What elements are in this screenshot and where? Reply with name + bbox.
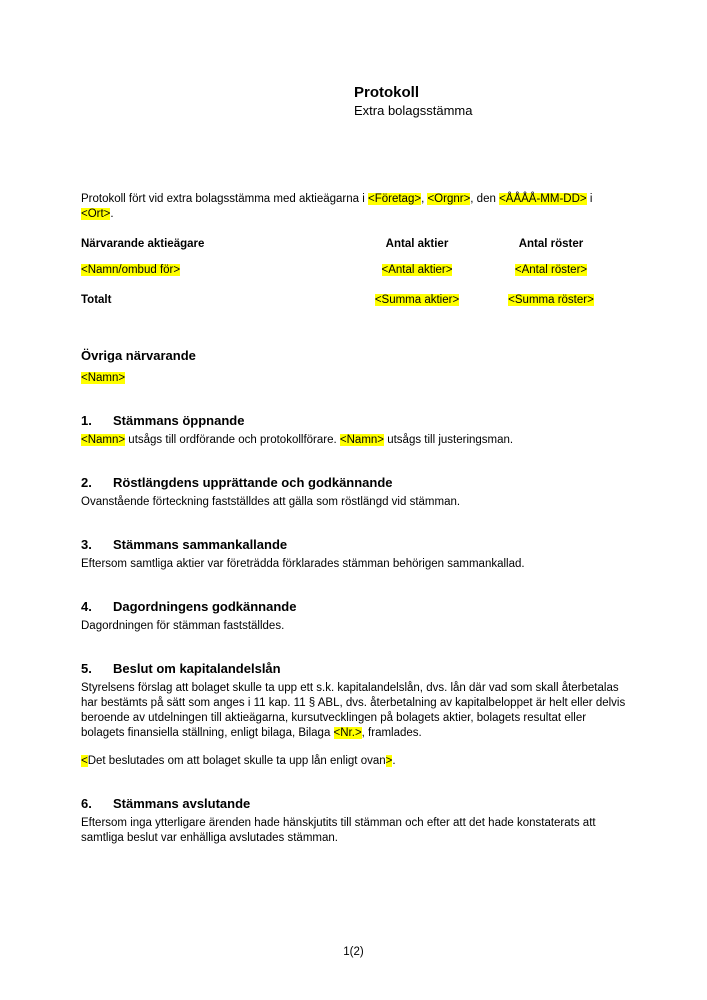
- document-header: [354, 85, 707, 119]
- column-header-shares: Antal aktier: [385, 238, 449, 250]
- section-4-number: 4.: [81, 599, 92, 614]
- section-4-title: Dagordningens godkännande: [113, 599, 297, 614]
- section-other-attendees: [81, 348, 707, 386]
- attendee-name-placeholder: <Namn/ombud för>: [81, 264, 181, 276]
- total-votes-placeholder: <Summa röster>: [508, 294, 594, 306]
- other-attendees-name-placeholder: <Namn>: [81, 372, 126, 384]
- section-2-paragraph: Ovanstående förteckning fastställdes att gälla som röstlängd vid stämman.: [81, 496, 461, 508]
- section-1-number: 1.: [81, 413, 92, 428]
- section-3-paragraph: Eftersom samtliga aktier var företrädda förklarades stämman behörigen sammankallad.: [81, 558, 525, 570]
- page-number: 1(2): [343, 946, 364, 958]
- section-6-heading: [81, 796, 707, 812]
- total-label: Totalt: [81, 294, 112, 306]
- section-6-title: Stämmans avslutande: [113, 796, 251, 811]
- section-3-heading: [81, 537, 707, 553]
- section-5-capital-loan: [81, 661, 707, 769]
- section-1-heading: [81, 413, 707, 429]
- section-4-agenda: [81, 599, 707, 634]
- attendees-table: [81, 237, 707, 307]
- section-5-paragraph-1: Styrelsens förslag att bolaget skulle ta upp ett s.k. kapitalandelslån, dvs. lån där vad som skall återbetalas har bestämts på sätt som anges i 11 kap. 11 § ABL, dvs. återbetalning av kapitalbeloppet är helt eller delvis beroende av utdelningen till aktieägarna, kursutvecklingen på bolagets aktier, bolagets resultat eller bolagets finansiella ställning, enligt bilaga, Bilaga <Nr.>, framlades.: [81, 682, 626, 739]
- section-1-title: Stämmans öppnande: [113, 413, 245, 428]
- section-6-closing: [81, 796, 707, 846]
- section-5-number: 5.: [81, 661, 92, 676]
- section-2-voting-list: [81, 475, 707, 510]
- attendee-shares-placeholder: <Antal aktier>: [381, 264, 453, 276]
- column-header-attendees: Närvarande aktieägare: [81, 238, 205, 250]
- section-6-number: 6.: [81, 796, 92, 811]
- section-3-convening: [81, 537, 707, 572]
- document-subtitle: Extra bolagsstämma: [354, 103, 473, 118]
- section-4-heading: [81, 599, 707, 615]
- attendees-total-row: [81, 293, 707, 307]
- document-title: Protokoll: [354, 84, 420, 101]
- other-attendees-heading: Övriga närvarande: [81, 348, 196, 363]
- section-4-paragraph: Dagordningen för stämman fastställdes.: [81, 620, 285, 632]
- column-header-votes: Antal röster: [518, 238, 584, 250]
- section-2-heading: [81, 475, 707, 491]
- attendees-data-row: [81, 263, 707, 277]
- attendees-header-row: [81, 237, 707, 251]
- section-2-title: Röstlängdens upprättande och godkännande: [113, 475, 393, 490]
- section-1-opening: [81, 413, 707, 448]
- intro-paragraph: Protokoll fört vid extra bolagsstämma med aktieägarna i <Företag>, <Orgnr>, den <ÅÅÅÅ-MM-DD> i <Ort>.: [81, 193, 593, 220]
- section-6-paragraph: Eftersom inga ytterligare ärenden hade hänskjutits till stämman och efter att det hade konstaterats att samtliga beslut var enhälliga avslutades stämman.: [81, 817, 596, 844]
- section-5-title: Beslut om kapitalandelslån: [113, 661, 281, 676]
- section-3-title: Stämmans sammankallande: [113, 537, 288, 552]
- total-shares-placeholder: <Summa aktier>: [374, 294, 460, 306]
- section-5-heading: [81, 661, 707, 677]
- section-3-number: 3.: [81, 537, 92, 552]
- section-5-paragraph-2: <Det beslutades om att bolaget skulle ta upp lån enligt ovan>.: [81, 755, 396, 767]
- section-1-paragraph: <Namn> utsågs till ordförande och protokollförare. <Namn> utsågs till justeringsman.: [81, 434, 514, 446]
- attendee-votes-placeholder: <Antal röster>: [514, 264, 588, 276]
- section-2-number: 2.: [81, 475, 92, 490]
